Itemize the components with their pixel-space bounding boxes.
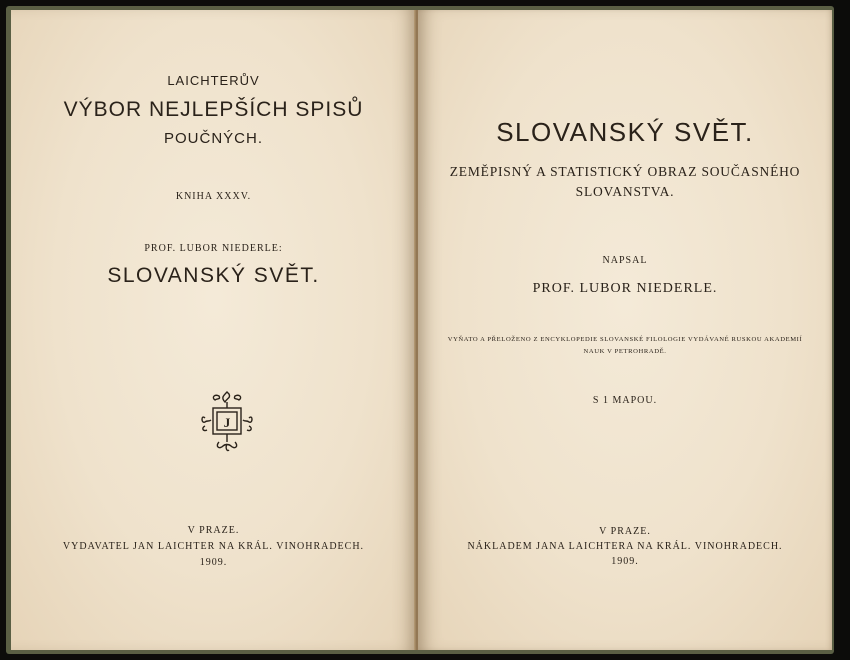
- imprint-place: V PRAZE.: [599, 526, 651, 537]
- imprint-year: 1909.: [611, 556, 639, 567]
- right-page: [418, 10, 832, 650]
- subtitle-line-2: SLOVANSTVA.: [575, 184, 675, 199]
- source-note-line-2: NAUK V PETROHRADĚ.: [583, 348, 667, 355]
- volume-number: KNIHA XXXV.: [175, 191, 252, 202]
- series-publisher: LAICHTERŮV: [167, 73, 260, 88]
- left-page: [11, 10, 416, 650]
- source-note-line-1: VYŇATO A PŘELOŽENO Z ENCYKLOPEDIE SLOVANSKÉ FILOLOGIE VYDÁVANÉ RUSKOU AKADEMIÍ: [447, 336, 803, 343]
- map-note: S 1 MAPOU.: [592, 395, 658, 406]
- wrote-label: NAPSAL: [602, 255, 648, 266]
- half-title: SLOVANSKÝ SVĚT.: [107, 264, 320, 287]
- publisher-emblem-icon: [197, 388, 257, 454]
- subtitle-line-1: ZEMĚPISNÝ A STATISTICKÝ OBRAZ SOUČASNÉHO: [449, 164, 801, 179]
- series-title: VÝBOR NEJLEPŠÍCH SPISŮ: [63, 98, 364, 121]
- author-name: PROF. LUBOR NIEDERLE.: [532, 281, 718, 296]
- svg-text:J: J: [223, 415, 231, 430]
- imprint-publisher: VYDAVATEL JAN LAICHTER NA KRÁL. VINOHRADECH.: [62, 541, 365, 552]
- series-title-continued: POUČNÝCH.: [163, 130, 263, 147]
- imprint-place: V PRAZE.: [187, 525, 240, 536]
- title: SLOVANSKÝ SVĚT.: [496, 117, 754, 147]
- imprint-year: 1909.: [199, 557, 228, 568]
- author-line: PROF. LUBOR NIEDERLE:: [144, 243, 283, 254]
- imprint-publisher: NÁKLADEM JANA LAICHTERA NA KRÁL. VINOHRADECH.: [467, 541, 783, 552]
